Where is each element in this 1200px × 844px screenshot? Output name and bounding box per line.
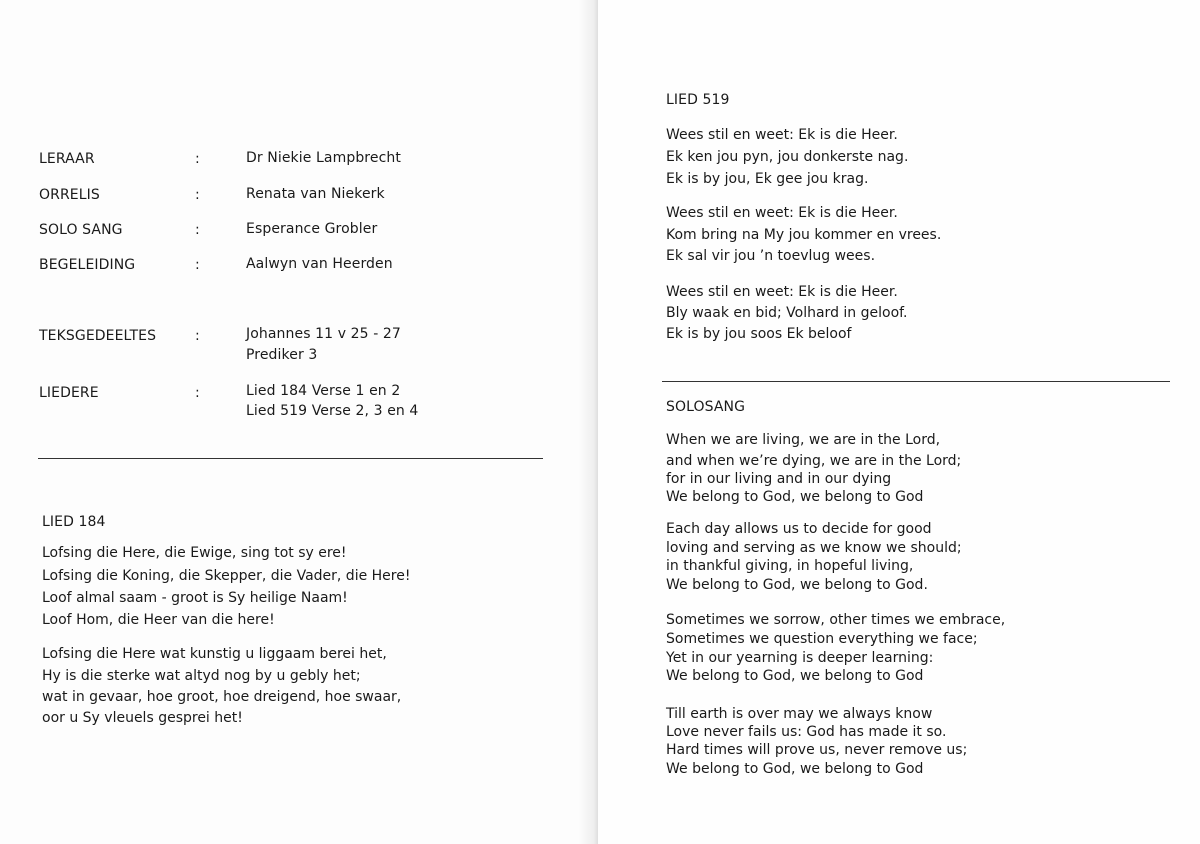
lyric-line: Sometimes we sorrow, other times we embrace, (666, 612, 1006, 628)
songs-label: LIEDERE (39, 385, 99, 401)
song-line: Lied 519 Verse 2, 3 en 4 (246, 403, 419, 419)
credit-value-leraar: Dr Niekie Lampbrecht (246, 150, 401, 166)
lyric-line: Ek is by jou soos Ek beloof (666, 326, 852, 342)
songs-sep: : (195, 385, 200, 401)
lyric-line: Sometimes we question everything we face; (666, 631, 978, 647)
lyric-line: Loof almal saam - groot is Sy heilige Naam! (42, 590, 348, 606)
reading-line: Johannes 11 v 25 - 27 (246, 326, 401, 342)
lyric-line: Wees stil en weet: Ek is die Heer. (666, 127, 898, 143)
lyric-line: oor u Sy vleuels gesprei het! (42, 710, 243, 726)
credit-sep: : (195, 257, 200, 273)
lyric-line: Wees stil en weet: Ek is die Heer. (666, 205, 898, 221)
credit-label-solo-sang: SOLO SANG (39, 222, 123, 238)
lyric-line: loving and serving as we know we should; (666, 540, 962, 556)
lyric-line: We belong to God, we belong to God (666, 668, 924, 684)
lyric-line: Each day allows us to decide for good (666, 521, 932, 537)
lyric-line: Bly waak en bid; Volhard in geloof. (666, 305, 908, 321)
credit-label-begeleiding: BEGELEIDING (39, 257, 136, 273)
lyric-line: Lofsing die Koning, die Skepper, die Vader, die Here! (42, 568, 411, 584)
readings-label: TEKSGEDEELTES (39, 328, 157, 344)
lyric-line: Till earth is over may we always know (666, 706, 933, 722)
credit-sep: : (195, 187, 200, 203)
solosang-title: SOLOSANG (666, 399, 746, 415)
section-divider (662, 381, 1170, 382)
lyric-line: Ek is by jou, Ek gee jou krag. (666, 171, 869, 187)
right-page (598, 0, 1200, 844)
song-line: Lied 184 Verse 1 en 2 (246, 383, 401, 399)
lyric-line: for in our living and in our dying (666, 471, 892, 487)
lyric-line: Ek ken jou pyn, jou donkerste nag. (666, 149, 909, 165)
lyric-line: Love never fails us: God has made it so. (666, 724, 947, 740)
credit-label-leraar: LERAAR (39, 151, 95, 167)
lyric-line: Lofsing die Here wat kunstig u liggaam berei het, (42, 646, 387, 662)
left-page (0, 0, 598, 844)
lyric-line: Hard times will prove us, never remove us; (666, 742, 968, 758)
reading-line: Prediker 3 (246, 347, 318, 363)
lyric-line: in thankful giving, in hopeful living, (666, 558, 914, 574)
lyric-line: We belong to God, we belong to God (666, 489, 924, 505)
lyric-line: and when we’re dying, we are in the Lord; (666, 453, 962, 469)
credit-label-orrelis: ORRELIS (39, 187, 100, 203)
lyric-line: We belong to God, we belong to God (666, 761, 924, 777)
lyric-line: Ek sal vir jou ’n toevlug wees. (666, 248, 876, 264)
lyric-line: Hy is die sterke wat altyd nog by u gebly het; (42, 668, 361, 684)
section-divider (38, 458, 543, 459)
lied-184-title: LIED 184 (42, 514, 106, 530)
lyric-line: Loof Hom, die Heer van die here! (42, 612, 275, 628)
lyric-line: wat in gevaar, hoe groot, hoe dreigend, hoe swaar, (42, 689, 402, 705)
credit-value-begeleiding: Aalwyn van Heerden (246, 256, 393, 272)
credit-value-orrelis: Renata van Niekerk (246, 186, 385, 202)
lied-519-title: LIED 519 (666, 92, 730, 108)
readings-sep: : (195, 328, 200, 344)
lyric-line: When we are living, we are in the Lord, (666, 432, 941, 448)
credit-sep: : (195, 151, 200, 167)
lyric-line: Yet in our yearning is deeper learning: (666, 650, 934, 666)
lyric-line: We belong to God, we belong to God. (666, 577, 928, 593)
credit-sep: : (195, 222, 200, 238)
lyric-line: Kom bring na My jou kommer en vrees. (666, 227, 942, 243)
lyric-line: Wees stil en weet: Ek is die Heer. (666, 284, 898, 300)
credit-value-solo-sang: Esperance Grobler (246, 221, 378, 237)
lyric-line: Lofsing die Here, die Ewige, sing tot sy ere! (42, 545, 347, 561)
